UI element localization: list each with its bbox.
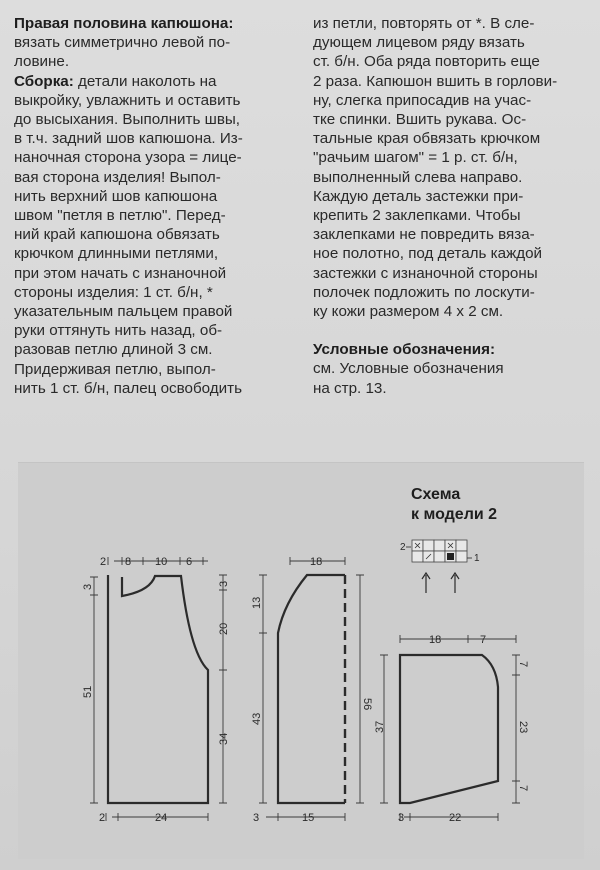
text-line: выполненный слева направо. — [313, 168, 523, 186]
text-column-right — [313, 14, 585, 398]
dim-label: 3 — [398, 812, 405, 824]
heading-legend: Условные обозначения: — [313, 341, 496, 359]
chart-cell — [412, 551, 423, 562]
dim-label: 51 — [82, 685, 94, 698]
text-line: наночная сторона узора = лице- — [14, 149, 242, 167]
chart-cell — [456, 551, 467, 562]
text-line: "рачьим шагом" = 1 р. ст. б/н, — [313, 149, 518, 167]
hood-piece — [374, 634, 529, 824]
text-line: вязать симметрично левой по- — [14, 34, 231, 52]
text-line: ну, слегка припосадив на учас- — [313, 91, 532, 109]
dim-label: 8 — [125, 556, 132, 568]
text-line: тке спинки. Вшить рукава. Ос- — [313, 111, 527, 129]
dim-label: 7 — [517, 785, 529, 792]
dim-label: 43 — [251, 712, 263, 725]
pattern-diagram-panel — [18, 462, 584, 859]
text-line: ловине. — [14, 53, 70, 71]
text-line: указательным пальцем правой — [14, 303, 233, 321]
text-line: ний край капюшона обвязать — [14, 226, 220, 244]
chart-cell — [434, 551, 445, 562]
text-line: полочек подложить по лоскути- — [313, 283, 535, 301]
text-line: стороны изделия: 1 ст. б/н, * — [14, 283, 213, 301]
scheme-title-line1: Схема — [411, 486, 461, 503]
chart-cell — [434, 540, 445, 551]
text-line: на стр. 13. — [313, 379, 387, 397]
dim-label: 18 — [310, 556, 323, 568]
dimension-line — [219, 575, 227, 803]
back-outline — [108, 575, 208, 803]
text-line: ст. б/н. Оба ряда повторить еще — [313, 53, 540, 71]
text-line: 2 раза. Капюшон вшить в горлови- — [313, 72, 558, 90]
dim-label: 13 — [251, 596, 263, 609]
arrow-up-icon — [451, 573, 459, 593]
text-line: до высыхания. Выполнить швы, — [14, 111, 241, 129]
text-line: застежки с изнаночной стороны — [313, 264, 538, 282]
text-line: вая сторона изделия! Выпол- — [14, 168, 221, 186]
text-line: тальные края обвязать крючком — [313, 130, 541, 148]
text-line: см. Условные обозначения — [313, 360, 504, 378]
paragraph-assembly-continued — [313, 14, 585, 321]
text-line: в т.ч. задний шов капюшона. Из- — [14, 130, 243, 148]
pattern-diagram — [18, 463, 584, 859]
dim-label: 3 — [218, 580, 230, 587]
text-line: нить 1 ст. б/н, палец освободить — [14, 379, 242, 397]
dim-label: 2 — [99, 812, 106, 824]
hood-outline — [400, 655, 498, 803]
dim-label: 7 — [480, 634, 487, 646]
dim-label: 6 — [186, 556, 193, 568]
chart-symbol-filled — [447, 553, 454, 560]
paragraph-legend — [313, 340, 585, 398]
dim-label: 20 — [218, 622, 230, 635]
arrow-up-icon — [422, 573, 430, 593]
text-line: швом "петля в петлю". Перед- — [14, 207, 226, 225]
text-line: крючком длинными петлями, — [14, 245, 219, 263]
chart-row-label-1: 1 — [474, 553, 480, 564]
dimension-line — [356, 575, 364, 803]
paragraph-right-hood-half — [14, 14, 291, 72]
dim-label: 3 — [82, 583, 94, 590]
text-line: детали наколоть на — [78, 72, 217, 90]
text-line: разовав петлю длиной 3 см. — [14, 341, 213, 359]
dimension-line — [400, 635, 516, 643]
front-outline — [278, 575, 345, 803]
front-piece — [251, 556, 373, 824]
text-line: нить верхний шов капюшона — [14, 187, 218, 205]
heading-assembly: Сборка: — [14, 72, 74, 90]
dim-label: 34 — [218, 732, 230, 745]
text-line: заклепками не повредить вяза- — [313, 226, 535, 244]
text-line: из петли, повторять от *. В сле- — [313, 15, 535, 32]
text-line: крепить 2 заклепками. Чтобы — [313, 207, 521, 225]
dim-label: 22 — [449, 812, 462, 824]
text-line: дующем лицевом ряду вязать — [313, 34, 525, 52]
dim-label: 10 — [155, 556, 168, 568]
text-line: ное полотно, под деталь каждой — [313, 245, 543, 263]
chart-row-label-2: 2 — [400, 542, 406, 553]
dim-label: 56 — [361, 698, 373, 711]
text-line: при этом начать с изнаночной — [14, 264, 227, 282]
dim-label: 23 — [517, 721, 529, 734]
chart-cell — [423, 540, 434, 551]
text-line: ку кожи размером 4 х 2 см. — [313, 303, 504, 321]
dim-label: 24 — [155, 812, 168, 824]
back-piece — [82, 556, 230, 824]
chart-cell — [456, 540, 467, 551]
dim-label: 37 — [374, 720, 386, 733]
dim-label: 7 — [517, 661, 529, 668]
paragraph-assembly — [14, 72, 291, 398]
heading-right-hood-half: Правая половина капюшона: — [14, 15, 234, 32]
dim-label: 18 — [429, 634, 442, 646]
dim-label: 2 — [100, 556, 107, 568]
scheme-title-line2: к модели 2 — [411, 506, 498, 523]
text-line: Придерживая петлю, выпол- — [14, 360, 216, 378]
text-line: руки оттянуть нить назад, об- — [14, 322, 223, 340]
text-line: выкройку, увлажнить и оставить — [14, 91, 241, 109]
text-line: Каждую деталь застежки при- — [313, 187, 524, 205]
dim-label: 3 — [253, 812, 260, 824]
dim-label: 15 — [302, 812, 315, 824]
stitch-chart — [400, 540, 480, 593]
text-column-left — [14, 14, 291, 398]
